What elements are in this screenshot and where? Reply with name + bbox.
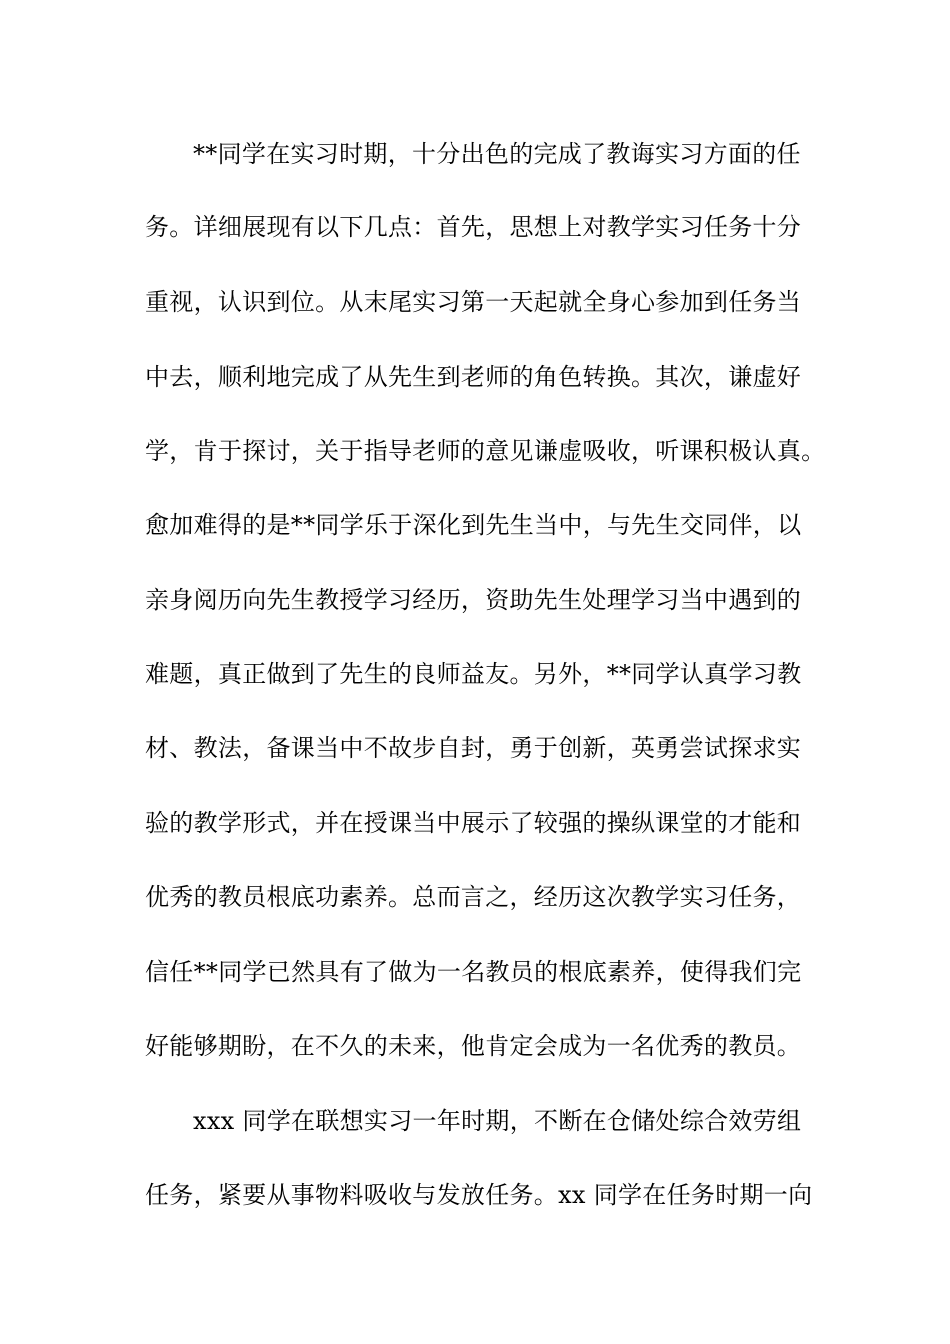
paragraph-1-line-9: 材、教法，备课当中不故步自封，勇于创新，英勇尝试探求实 [145, 734, 802, 762]
paragraph-1-line-13: 好能够期盼，在不久的未来，他肯定会成为一名优秀的教员。 [145, 1032, 802, 1060]
paragraph-1-line-1: **同学在实习时期，十分出色的完成了教诲实习方面的任 [193, 140, 801, 168]
paragraph-1-line-12: 信任**同学已然具有了做为一名教员的根底素养，使得我们完 [145, 958, 802, 986]
paragraph-2-line-1: xxx 同学在联想实习一年时期，不断在仓储处综合效劳组 [193, 1107, 802, 1135]
paragraph-1-line-3: 重视，认识到位。从末尾实习第一天起就全身心参加到任务当 [145, 288, 802, 316]
paragraph-1-line-10: 验的教学形式，并在授课当中展示了较强的操纵课堂的才能和 [145, 809, 802, 837]
paragraph-1-line-8: 难题，真正做到了先生的良师益友。另外，**同学认真学习教 [145, 660, 802, 688]
paragraph-1-line-6: 愈加难得的是**同学乐于深化到先生当中，与先生交同伴，以 [145, 511, 802, 539]
paragraph-1-line-2: 务。详细展现有以下几点：首先，思想上对教学实习任务十分 [145, 213, 802, 241]
paragraph-1-line-5: 学，肯于探讨，关于指导老师的意见谦虚吸收，听课积极认真。 [145, 437, 826, 465]
paragraph-2-line-2: 任务，紧要从事物料吸收与发放任务。xx 同学在任务时期一向 [145, 1181, 813, 1209]
paragraph-1-line-4: 中去，顺利地完成了从先生到老师的角色转换。其次，谦虚好 [145, 363, 802, 391]
paragraph-1-line-7: 亲身阅历向先生教授学习经历，资助先生处理学习当中遇到的 [145, 586, 802, 614]
paragraph-1-line-11: 优秀的教员根底功素养。总而言之，经历这次教学实习任务， [145, 883, 802, 911]
